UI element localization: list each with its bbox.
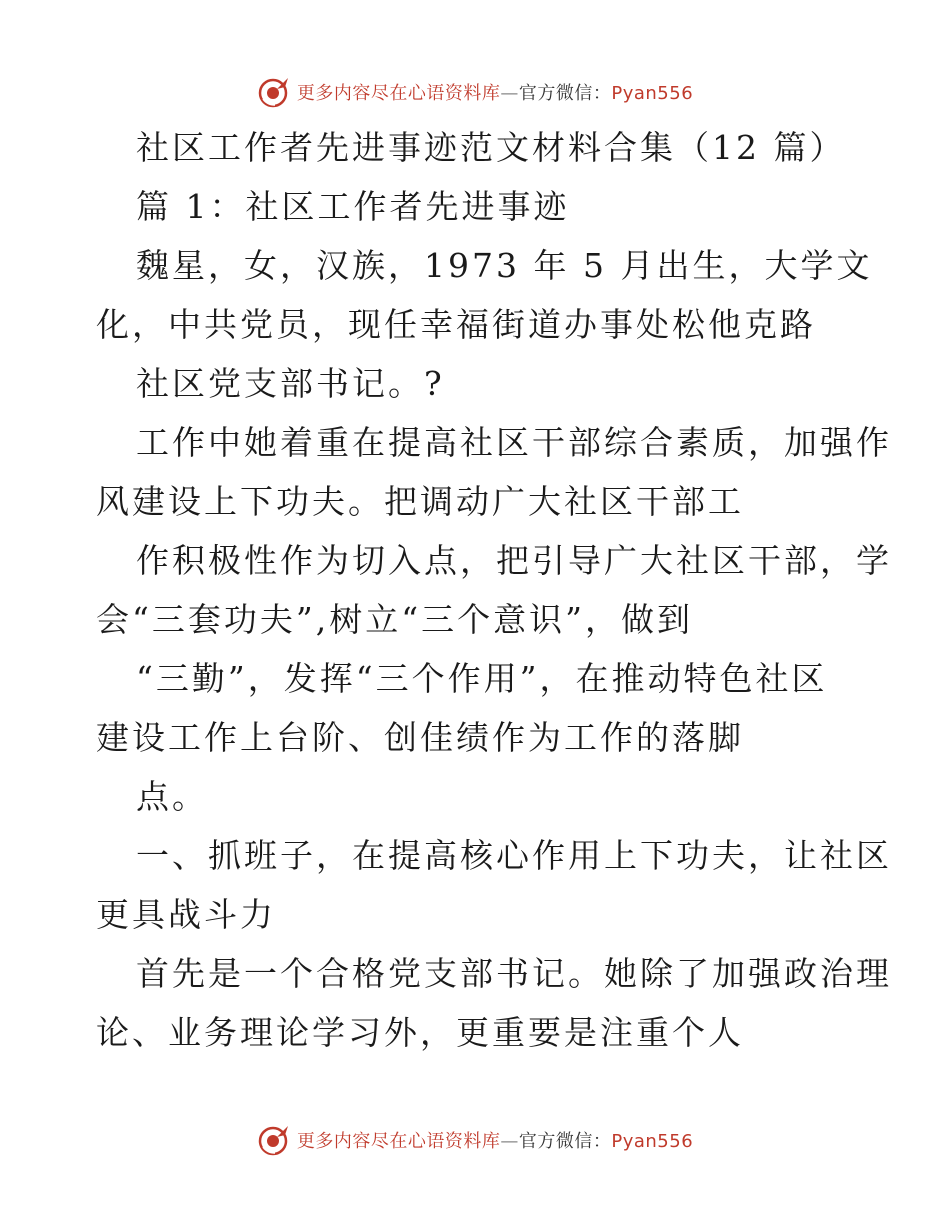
watermark-dash: — xyxy=(500,1131,519,1152)
paragraph-line: 首先是一个合格党支部书记。她除了加强政治理 xyxy=(136,954,892,993)
paragraph-line: 会“三套功夫”,树立“三个意识”，做到 xyxy=(96,600,693,639)
subsection-heading-cont: 更具战斗力 xyxy=(96,895,276,934)
paragraph-line: 建设工作上台阶、创佳绩作为工作的落脚 xyxy=(96,718,744,757)
watermark-text xyxy=(297,79,693,105)
document-title: 社区工作者先进事迹范文材料合集（12 篇） xyxy=(136,128,846,167)
watermark-dash: — xyxy=(500,83,519,104)
paragraph-line: 社区党支部书记。? xyxy=(136,364,445,403)
paragraph-line: “三勤”，发挥“三个作用”，在推动特色社区 xyxy=(136,659,828,698)
footer-watermark xyxy=(0,1120,950,1160)
document-body xyxy=(96,118,892,1062)
quill-seal-icon xyxy=(257,1123,291,1157)
watermark-wechat-id: Pyan556 xyxy=(611,1131,694,1152)
subsection-heading: 一、抓班子，在提高核心作用上下功夫，让社区 xyxy=(136,836,892,875)
paragraph-line: 化，中共党员，现任幸福街道办事处松他克路 xyxy=(96,305,816,344)
watermark-site: 更多内容尽在心语资料库 xyxy=(296,1131,501,1152)
watermark-site: 更多内容尽在心语资料库 xyxy=(296,83,501,104)
paragraph-line: 魏星，女，汉族，1973 年 5 月出生，大学文 xyxy=(136,246,873,285)
paragraph-line: 工作中她着重在提高社区干部综合素质，加强作 xyxy=(136,423,892,462)
watermark-wechat-label: 官方微信： xyxy=(518,83,612,104)
watermark-wechat-label: 官方微信： xyxy=(518,1131,612,1152)
section-heading: 篇 1：社区工作者先进事迹 xyxy=(136,187,570,226)
watermark-text xyxy=(297,1127,693,1153)
watermark-wechat-id: Pyan556 xyxy=(611,83,694,104)
paragraph-line: 作积极性作为切入点，把引导广大社区干部，学 xyxy=(136,541,892,580)
quill-seal-icon xyxy=(257,75,291,109)
paragraph-line: 风建设上下功夫。把调动广大社区干部工 xyxy=(96,482,744,521)
header-watermark xyxy=(0,72,950,112)
paragraph-line: 点。 xyxy=(136,777,208,816)
paragraph-line: 论、业务理论学习外，更重要是注重个人 xyxy=(96,1013,744,1052)
